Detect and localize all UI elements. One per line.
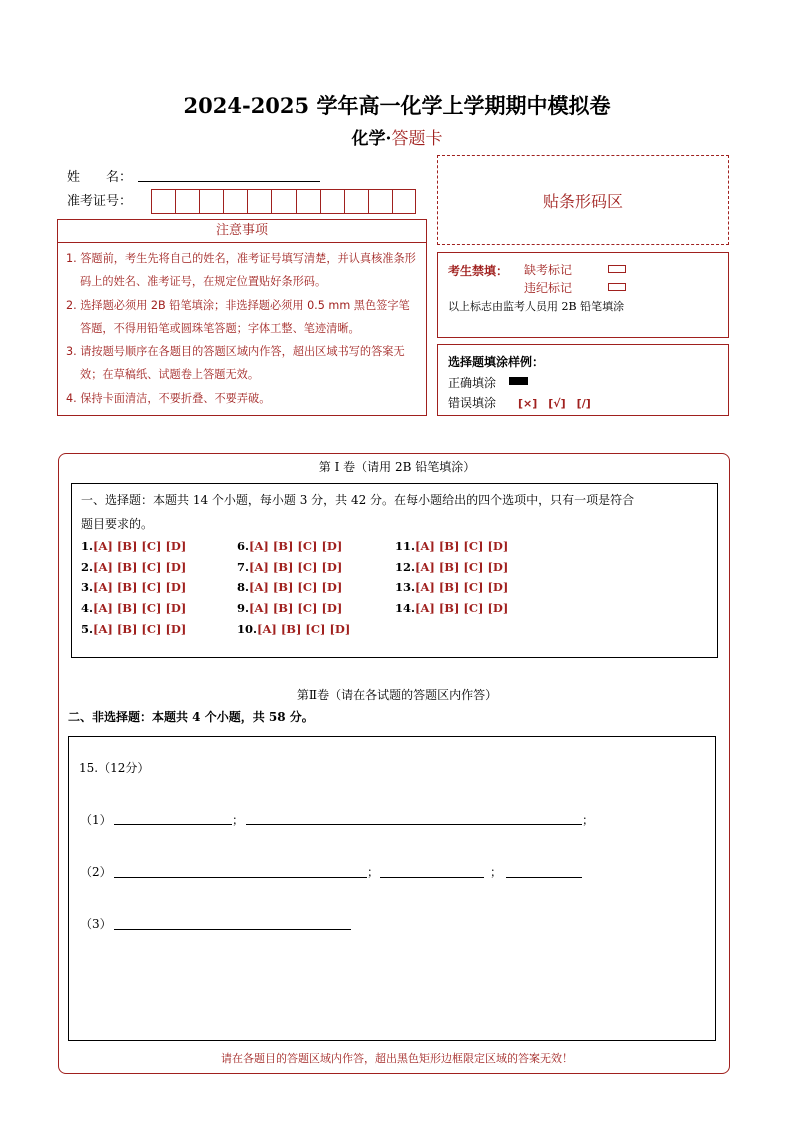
part1-instruction-1: 一、选择题：本题共 14 个小题，每小题 3 分，共 42 分。在每小题给出的四个选项中，只有一项是符合 <box>81 493 635 507</box>
answer-options[interactable]: [A] [B] [C] [D] <box>93 621 187 636</box>
page-title: 2024-2025 学年高一化学上学期期中模拟卷 <box>183 93 611 118</box>
part1-instruction-2: 题目要求的。 <box>81 517 154 531</box>
choice-question-14[interactable] <box>395 601 508 615</box>
exam-id-cell-divider <box>271 190 272 213</box>
notice-item: 4. 保持卡面清洁，不要折叠、不要弄破。 <box>66 391 271 405</box>
question-number: 11. <box>395 539 416 553</box>
barcode-area: 贴条形码区 <box>437 155 729 245</box>
part2-heading: 第Ⅱ卷（请在各试题的答题区内作答） <box>296 688 498 702</box>
answer-options[interactable]: [A] [B] [C] [D] <box>249 539 343 553</box>
answer-options[interactable]: [A] [B] [C] [D] <box>93 601 187 616</box>
choice-question-11[interactable] <box>395 539 508 553</box>
part1-heading: 第 I 卷（请用 2B 铅笔填涂） <box>318 460 476 474</box>
choice-question-7[interactable] <box>237 560 342 574</box>
separator: ； <box>582 813 595 827</box>
q15-sub3-label: （3） <box>80 917 112 931</box>
forbid-label: 考生禁填： <box>448 264 509 278</box>
exam-id-cell-divider <box>392 190 393 213</box>
correct-fill-mark <box>509 377 528 385</box>
subtitle-answer-card: 答题卡 <box>391 129 443 149</box>
choice-question-9[interactable] <box>237 601 342 615</box>
separator: ； <box>367 865 380 879</box>
q15-2-blank-a[interactable] <box>114 877 367 878</box>
question-number: 13. <box>395 580 416 595</box>
choice-question-8[interactable] <box>237 580 342 594</box>
choice-question-10[interactable] <box>237 622 350 636</box>
violation-label: 违纪标记 <box>524 281 573 295</box>
answer-options[interactable]: [A] [B] [C] [D] <box>415 601 509 616</box>
choice-question-5[interactable] <box>81 622 186 636</box>
q15-1-blank-a[interactable] <box>114 824 232 825</box>
question-number: 8. <box>237 580 250 595</box>
choice-question-4[interactable] <box>81 601 186 615</box>
answer-options[interactable]: [A] [B] [C] [D] <box>249 580 343 595</box>
question-number: 4. <box>81 601 94 616</box>
part2-section-title: 二、非选择题：本题共 4 个小题，共 58 分。 <box>68 710 314 724</box>
answer-options[interactable]: [A] [B] [C] [D] <box>257 621 351 636</box>
separator: ； <box>490 865 503 879</box>
exam-id-cell-divider <box>320 190 321 213</box>
question-number: 9. <box>237 601 250 616</box>
fill-sample-box <box>437 344 729 416</box>
wrong-fill-marks: [×] [√] [/] <box>518 397 591 410</box>
exam-id-cell-divider <box>199 190 200 213</box>
question-number: 14. <box>395 601 416 616</box>
answer-options[interactable]: [A] [B] [C] [D] <box>415 559 509 574</box>
exam-id-cell-divider <box>175 190 176 213</box>
choice-question-12[interactable] <box>395 560 508 574</box>
q15-2-blank-c[interactable] <box>506 877 582 878</box>
choice-question-1[interactable] <box>81 539 186 553</box>
sample-label: 选择题填涂样例： <box>448 355 545 369</box>
question-number: 3. <box>81 580 94 595</box>
question-number: 1. <box>81 539 94 553</box>
q15-2-blank-b[interactable] <box>380 877 484 878</box>
answer-options[interactable]: [A] [B] [C] [D] <box>93 580 187 595</box>
name-input-line[interactable] <box>138 181 320 182</box>
choice-question-13[interactable] <box>395 580 508 594</box>
forbid-note: 以上标志由监考人员用 2B 铅笔填涂 <box>448 300 625 313</box>
name-label: 姓 名： <box>67 170 133 185</box>
exam-id-cell-divider <box>296 190 297 213</box>
q15-3-blank[interactable] <box>114 929 351 930</box>
choice-question-6[interactable] <box>237 539 342 553</box>
question-number: 10. <box>237 621 258 636</box>
answer-options[interactable]: [A] [B] [C] [D] <box>249 601 343 616</box>
q15-answer-box <box>68 736 716 1041</box>
notice-item: 3. 请按题号顺序在各题目的答题区域内作答，超出区域书写的答案无效；在草稿纸、试题卷上答题无效。 <box>66 345 405 382</box>
answer-options[interactable]: [A] [B] [C] [D] <box>415 580 509 595</box>
exam-id-cell-divider <box>344 190 345 213</box>
exam-id-cell-divider <box>223 190 224 213</box>
notice-item: 2. 选择题必须用 2B 铅笔填涂；非选择题必须用 0.5 mm 黑色签字笔答题，不得用铅笔或圆珠笔答题；字体工整、笔迹清晰。 <box>66 298 410 335</box>
exam-id-boxes[interactable] <box>151 189 416 214</box>
answer-options[interactable]: [A] [B] [C] [D] <box>249 559 343 574</box>
absent-label: 缺考标记 <box>524 263 573 277</box>
absent-checkbox[interactable] <box>608 265 626 273</box>
question-number: 6. <box>237 539 250 553</box>
page-subtitle <box>0 124 794 149</box>
choice-question-3[interactable] <box>81 580 186 594</box>
choice-question-2[interactable] <box>81 560 186 574</box>
q15-1-blank-b[interactable] <box>246 824 582 825</box>
notice-body <box>57 243 427 416</box>
correct-fill-label: 正确填涂 <box>448 376 497 390</box>
id-label: 准考证号： <box>67 194 133 209</box>
wrong-fill-label: 错误填涂 <box>448 396 497 410</box>
separator: ； <box>232 813 245 827</box>
notice-heading: 注意事项 <box>57 219 427 243</box>
violation-checkbox[interactable] <box>608 283 626 291</box>
answer-options[interactable]: [A] [B] [C] [D] <box>93 559 187 574</box>
exam-id-cell-divider <box>247 190 248 213</box>
notice-item: 1. 答题前，考生先将自己的姓名，准考证号填写清楚，并认真核准条形码上的姓名、准考证号，在规定位置贴好条形码。 <box>66 252 416 289</box>
answer-options[interactable]: [A] [B] [C] [D] <box>415 539 509 553</box>
question-number: 12. <box>395 559 416 574</box>
q15-sub2-label: （2） <box>80 865 112 879</box>
question-number: 5. <box>81 621 94 636</box>
subtitle-subject: 化学· <box>351 129 392 149</box>
q15-label: 15.（12分） <box>79 761 150 775</box>
question-number: 7. <box>237 559 250 574</box>
q15-sub1-label: （1） <box>80 813 112 827</box>
footer-warning: 请在各题目的答题区域内作答，超出黑色矩形边框限定区域的答案无效！ <box>221 1052 573 1065</box>
examiner-only-box <box>437 252 729 338</box>
exam-id-cell-divider <box>368 190 369 213</box>
answer-options[interactable]: [A] [B] [C] [D] <box>93 539 187 553</box>
question-number: 2. <box>81 559 94 574</box>
